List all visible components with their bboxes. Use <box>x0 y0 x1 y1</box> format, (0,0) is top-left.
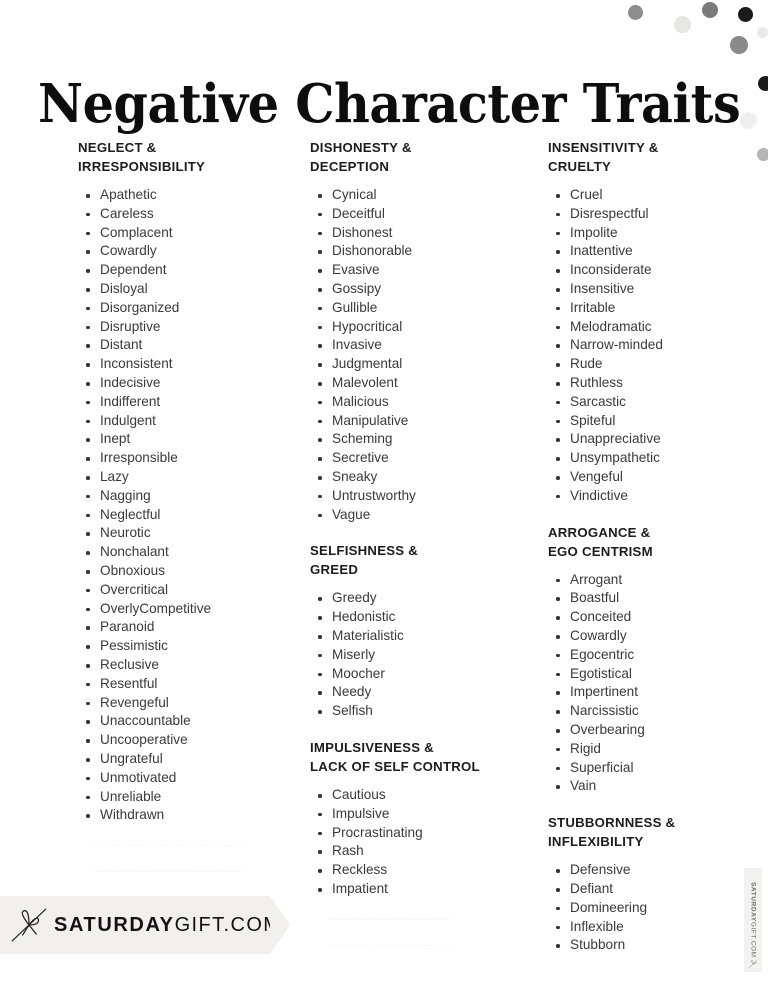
trait-list-item: Miserly <box>310 646 540 665</box>
trait-list-item: Distant <box>78 336 298 355</box>
trait-list-item: Sneaky <box>310 468 540 487</box>
trait-list-item: Insensitive <box>548 280 768 299</box>
trait-list-item: Spiteful <box>548 412 768 431</box>
group-heading: DISHONESTY & DECEPTION <box>310 140 412 174</box>
trait-list-item: Indulgent <box>78 412 298 431</box>
trait-list-item: Cruel <box>548 186 768 205</box>
confetti-dot-6 <box>730 36 748 54</box>
trait-list-item: Neglectful <box>78 506 298 525</box>
blank-write-in-line[interactable] <box>94 871 242 872</box>
trait-list-item: Indifferent <box>78 393 298 412</box>
side-watermark-bold: SATURDAY <box>749 882 757 922</box>
confetti-dot-1 <box>628 5 643 20</box>
trait-list-item: Disruptive <box>78 318 298 337</box>
trait-list-item: Egocentric <box>548 646 768 665</box>
trait-list-item: Impatient <box>310 880 540 899</box>
group-heading: NEGLECT & IRRESPONSIBILITY <box>78 140 206 174</box>
trait-list-item: Sarcastic <box>548 393 768 412</box>
confetti-dot-8 <box>740 112 757 129</box>
trait-list-item: Ruthless <box>548 374 768 393</box>
trait-list-item: Obnoxious <box>78 562 298 581</box>
trait-list-item: Impulsive <box>310 805 540 824</box>
blank-write-in-line[interactable] <box>328 945 450 946</box>
trait-group <box>310 138 540 524</box>
trait-list-item: Moocher <box>310 665 540 684</box>
trait-list-item: Neurotic <box>78 524 298 543</box>
trait-list-item: Hedonistic <box>310 608 540 627</box>
trait-list-item: Ungrateful <box>78 750 298 769</box>
trait-list-item: Nagging <box>78 487 298 506</box>
trait-list-item: Inconsiderate <box>548 261 768 280</box>
trait-list-item: Gullible <box>310 299 540 318</box>
trait-list-item: Evasive <box>310 261 540 280</box>
side-watermark-text <box>750 882 757 958</box>
confetti-dot-5 <box>757 27 768 38</box>
trait-list-item: Impolite <box>548 224 768 243</box>
trait-list-item: Pessimistic <box>78 637 298 656</box>
trait-list-item: Irresponsible <box>78 449 298 468</box>
trait-list-item: Manipulative <box>310 412 540 431</box>
trait-list <box>310 186 540 524</box>
logo-text <box>54 914 281 937</box>
trait-list-item: Overbearing <box>548 721 768 740</box>
trait-list-item: Defensive <box>548 861 768 880</box>
confetti-dot-7 <box>758 76 768 91</box>
trait-list-item: Cowardly <box>78 242 298 261</box>
trait-list-item: Unsympathetic <box>548 449 768 468</box>
trait-list-item: Unmotivated <box>78 769 298 788</box>
trait-list-item: Cautious <box>310 786 540 805</box>
trait-list-item: Deceitful <box>310 205 540 224</box>
group-heading: ARROGANCE & EGO CENTRISM <box>548 524 653 559</box>
trait-list-item: Greedy <box>310 589 540 608</box>
trait-list-item: Nonchalant <box>78 543 298 562</box>
trait-list-item: Unappreciative <box>548 430 768 449</box>
trait-list-item: Inflexible <box>548 918 768 937</box>
trait-list-item: Untrustworthy <box>310 487 540 506</box>
trait-list-item: Unreliable <box>78 788 298 807</box>
trait-list-item: Rigid <box>548 740 768 759</box>
trait-list-item: Melodramatic <box>548 318 768 337</box>
trait-list-item: Reclusive <box>78 656 298 675</box>
trait-list-item: Superficial <box>548 759 768 778</box>
page-title: Negative Character Traits <box>38 72 741 135</box>
trait-list-item: Impertinent <box>548 683 768 702</box>
trait-list-item: Boastful <box>548 589 768 608</box>
side-watermark <box>744 868 762 972</box>
trait-list-item: Judgmental <box>310 355 540 374</box>
trait-list-item: Secretive <box>310 449 540 468</box>
trait-list-item: Cynical <box>310 186 540 205</box>
trait-list-item: Stubborn <box>548 936 768 955</box>
trait-list-item: Conceited <box>548 608 768 627</box>
trait-list-item: Dependent <box>78 261 298 280</box>
trait-list-item: Dishonest <box>310 224 540 243</box>
trait-list-item: Procrastinating <box>310 824 540 843</box>
trait-list-item: Arrogant <box>548 571 768 590</box>
site-logo-banner <box>0 896 282 954</box>
trait-list <box>548 186 768 506</box>
group-heading: STUBBORNNESS & INFLEXIBILITY <box>548 815 676 850</box>
trait-list-item: Inconsistent <box>78 355 298 374</box>
trait-list-item: Vengeful <box>548 468 768 487</box>
trait-list-item: Disrespectful <box>548 205 768 224</box>
trait-list <box>310 589 540 721</box>
trait-list-item: Uncooperative <box>78 731 298 750</box>
trait-list-item: Rash <box>310 842 540 861</box>
trait-list-item: Gossipy <box>310 280 540 299</box>
trait-list-item: Paranoid <box>78 618 298 637</box>
side-watermark-light: GIFT.COM <box>749 921 757 958</box>
logo-text-light: GIFT.COM <box>174 913 282 936</box>
trait-list-item: Revengeful <box>78 694 298 713</box>
group-heading: IMPULSIVENESS & LACK OF SELF CONTROL <box>310 739 480 774</box>
trait-list-item: Unaccountable <box>78 712 298 731</box>
trait-list-item: Overcritical <box>78 581 298 600</box>
trait-list-item: Scheming <box>310 430 540 449</box>
trait-list-item: Vindictive <box>548 487 768 506</box>
trait-list-item: Disloyal <box>78 280 298 299</box>
trait-list-item: Narrow-minded <box>548 336 768 355</box>
trait-group <box>548 523 768 797</box>
trait-list-item: Narcissistic <box>548 702 768 721</box>
trait-list-item: Hypocritical <box>310 318 540 337</box>
trait-list-item: Vague <box>310 506 540 525</box>
blank-write-in-lines[interactable] <box>78 845 298 872</box>
trait-group <box>310 738 540 899</box>
blank-write-in-line[interactable] <box>94 845 242 846</box>
trait-list-item: Careless <box>78 205 298 224</box>
trait-list-item: Lazy <box>78 468 298 487</box>
trait-group <box>548 138 768 506</box>
group-heading: INSENSITIVITY & CRUELTY <box>548 140 659 174</box>
trait-list-item: Selfish <box>310 702 540 721</box>
trait-list-item: Inept <box>78 430 298 449</box>
confetti-dot-2 <box>674 16 691 33</box>
column-middle <box>310 138 540 971</box>
gift-bow-icon <box>10 906 48 944</box>
trait-list-item: Complacent <box>78 224 298 243</box>
trait-list-item: Needy <box>310 683 540 702</box>
trait-list-item: Domineering <box>548 899 768 918</box>
trait-list-item: Reckless <box>310 861 540 880</box>
trait-list <box>548 571 768 797</box>
trait-list-item: Malevolent <box>310 374 540 393</box>
trait-list-item: Dishonorable <box>310 242 540 261</box>
trait-list-item: Materialistic <box>310 627 540 646</box>
column-left <box>78 138 298 897</box>
trait-list <box>78 186 298 825</box>
logo-text-bold: SATURDAY <box>54 913 175 936</box>
trait-list-item: Irritable <box>548 299 768 318</box>
trait-list-item: Rude <box>548 355 768 374</box>
trait-list-item: Cowardly <box>548 627 768 646</box>
trait-list-item: Resentful <box>78 675 298 694</box>
trait-list-item: Invasive <box>310 336 540 355</box>
group-heading: SELFISHNESS & GREED <box>310 543 419 578</box>
confetti-dot-3 <box>702 2 718 18</box>
trait-list-item: Defiant <box>548 880 768 899</box>
trait-list-item: Vain <box>548 777 768 796</box>
trait-list <box>310 786 540 899</box>
trait-list-item: Apathetic <box>78 186 298 205</box>
trait-group <box>78 138 298 825</box>
trait-group <box>310 541 540 721</box>
trait-list-item: Indecisive <box>78 374 298 393</box>
confetti-dot-4 <box>738 7 753 22</box>
blank-write-in-line[interactable] <box>328 919 450 920</box>
trait-list-item: Disorganized <box>78 299 298 318</box>
trait-list-item: Egotistical <box>548 665 768 684</box>
trait-list-item: Inattentive <box>548 242 768 261</box>
gift-bow-icon-small <box>748 959 758 969</box>
trait-list <box>548 861 768 955</box>
trait-list-item: Withdrawn <box>78 806 298 825</box>
column-right <box>548 138 768 955</box>
trait-group <box>548 813 768 955</box>
trait-list-item: Malicious <box>310 393 540 412</box>
blank-write-in-lines[interactable] <box>310 919 540 946</box>
trait-list-item: OverlyCompetitive <box>78 600 298 619</box>
